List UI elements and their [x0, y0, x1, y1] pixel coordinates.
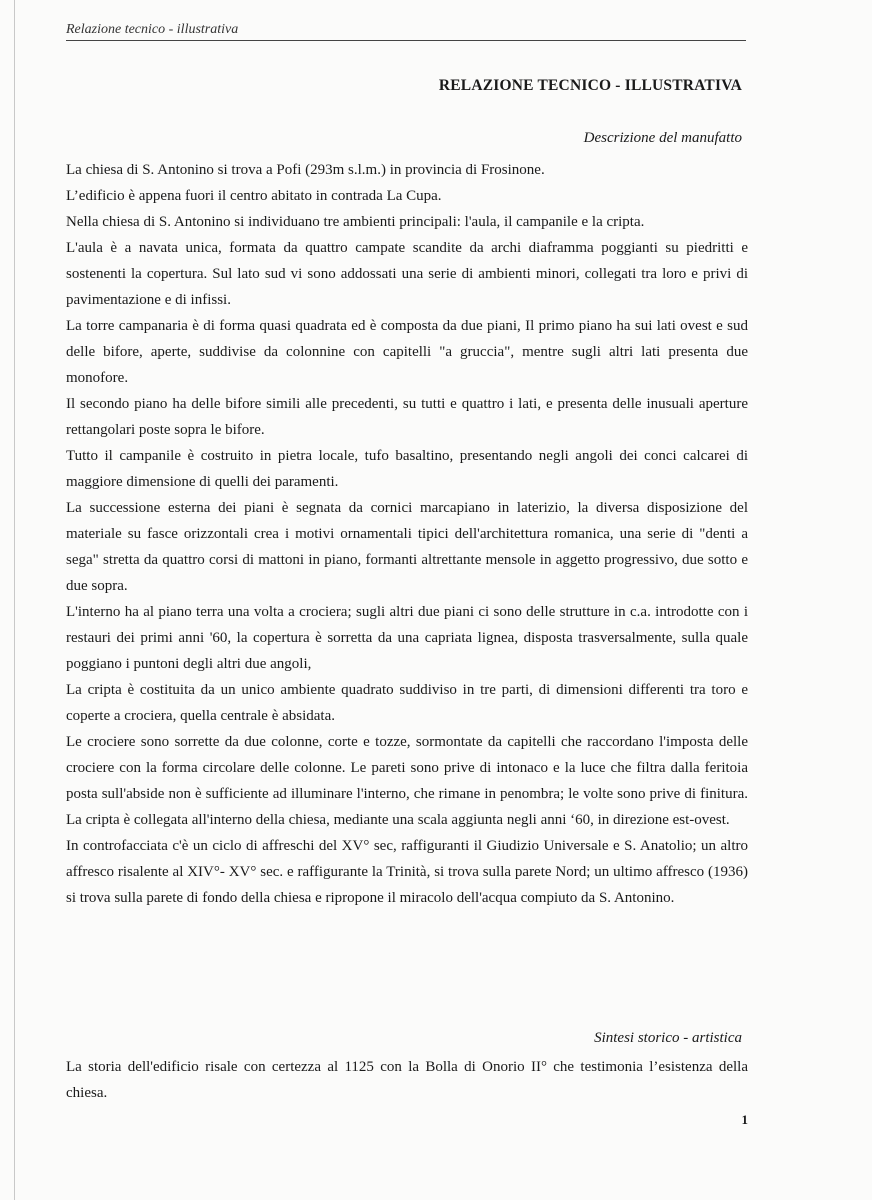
running-header: Relazione tecnico - illustrativa: [66, 22, 746, 41]
paragraph: Nella chiesa di S. Antonino si individuano tre ambienti principali: l'aula, il campanile e la cripta.: [66, 214, 645, 230]
paragraph: La storia dell'edificio risale con certezza al 1125 con la Bolla di Onorio II° che testimonia l’esistenza della chiesa.: [66, 1059, 748, 1101]
section-heading-history: Sintesi storico - artistica: [594, 1030, 742, 1046]
section-heading-description: Descrizione del manufatto: [583, 130, 742, 146]
paragraph: La cripta è costituita da un unico ambiente quadrato suddiviso in tre parti, di dimensioni differenti tra toro e coperte a crociera, quella centrale è absidata.: [66, 682, 748, 724]
paragraph: Tutto il campanile è costruito in pietra locale, tufo basaltino, presentando negli angoli dei conci calcarei di maggiore dimensione di quelli dei paramenti.: [66, 448, 748, 490]
section-body-description: [66, 157, 748, 911]
page-number: 1: [741, 1112, 748, 1127]
paragraph: La successione esterna dei piani è segnata da cornici marcapiano in laterizio, la diversa disposizione del materiale su fasce orizzontali crea i motivi ornamentali tipici dell'architettura romanica, una serie di "denti a sega" stretta da quattro corsi di mattoni in piano, formanti altrettante mensole in aggetto progressivo, due sotto e due sopra.: [66, 500, 748, 594]
paragraph: Il secondo piano ha delle bifore simili alle precedenti, su tutti e quattro i lati, e presenta delle inusuali aperture rettangolari poste sopra le bifore.: [66, 396, 748, 438]
document-title: RELAZIONE TECNICO - ILLUSTRATIVA: [438, 77, 742, 94]
paragraph: L'interno ha al piano terra una volta a crociera; sugli altri due piani ci sono delle strutture in c.a. introdotte con i restauri dei primi anni '60, la copertura è sorretta da una capriata lignea, disposta trasversalmente, sulla quale poggiano i puntoni degli altri due angoli,: [66, 604, 748, 672]
paragraph: In controfacciata c'è un ciclo di affreschi del XV° sec, raffiguranti il Giudizio Universale e S. Anatolio; un altro affresco risalente al XIV°- XV° sec. e raffigurante la Trinità, si trova sulla parete Nord; un ultimo affresco (1936) si trova sulla parete di fondo della chiesa e ripropone il miracolo dell'acqua compiuto da S. Antonino.: [66, 838, 748, 906]
paragraph: La chiesa di S. Antonino si trova a Pofi (293m s.l.m.) in provincia di Frosinone.: [66, 162, 545, 178]
paragraph: L'aula è a navata unica, formata da quattro campate scandite da archi diaframma poggianti su piedritti e sostenenti la copertura. Sul lato sud vi sono addossati una serie di ambienti minori, collegati tra loro e privi di pavimentazione e di infissi.: [66, 240, 748, 308]
page-left-edge: [14, 0, 15, 1200]
paragraph: La torre campanaria è di forma quasi quadrata ed è composta da due piani, Il primo piano ha sui lati ovest e sud delle bifore, aperte, suddivise da colonnine con capitelli "a gruccia", mentre sugli altri lati presenta due monofore.: [66, 318, 748, 386]
section-body-history: [66, 1054, 748, 1106]
paragraph: L’edificio è appena fuori il centro abitato in contrada La Cupa.: [66, 188, 442, 204]
paragraph: Le crociere sono sorrette da due colonne, corte e tozze, sormontate da capitelli che raccordano l'imposta delle crociere con la forma circolare delle colonne. Le pareti sono prive di intonaco e la luce che filtra dalla feritoia posta sull'abside non è sufficiente ad illuminare l'interno, che rimane in penombra; le volte sono prive di finitura. La cripta è collegata all'interno della chiesa, mediante una scala aggiunta negli anni ‘60, in direzione est-ovest.: [66, 734, 748, 828]
